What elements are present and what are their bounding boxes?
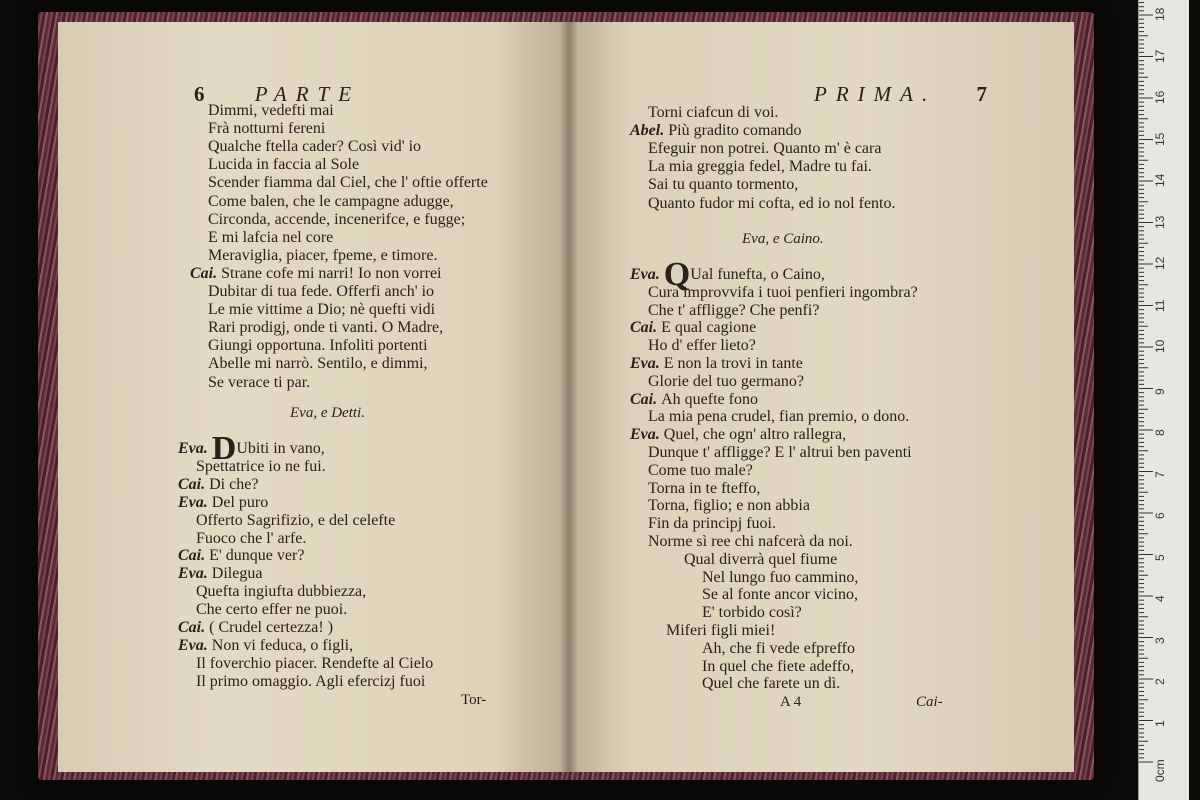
- verse-text: Efeguir non potrei. Quanto m' è cara: [648, 140, 882, 158]
- left-page: [58, 22, 568, 772]
- verse-text: Torni ciafcun di voi.: [648, 104, 779, 121]
- verse-line: [178, 619, 333, 637]
- verse-line: [208, 120, 325, 138]
- verse-line: [190, 265, 441, 283]
- verse-text: Dimmi, vedefti mai: [208, 102, 334, 119]
- verse-line: [208, 156, 359, 174]
- verse-text: Che t' affligge? Che penfi?: [648, 301, 820, 319]
- ruler-number: 1: [1153, 719, 1167, 727]
- verse-text: E qual cagione: [661, 319, 757, 337]
- ruler-number: 17: [1153, 49, 1167, 63]
- speaker-name: Eva.: [178, 636, 212, 654]
- verse-line: [196, 530, 306, 548]
- verse-text: Ubiti in vano,: [236, 440, 325, 457]
- left-catchword: Tor-: [461, 692, 487, 708]
- verse-line: [702, 675, 840, 693]
- verse-line: [630, 256, 825, 293]
- verse-text: In quel che fiete adeffo,: [702, 657, 855, 675]
- speaker-name: Cai.: [178, 547, 210, 565]
- verse-line: [208, 229, 333, 247]
- verse-line: [208, 374, 310, 392]
- ruler-number: 11: [1153, 299, 1167, 312]
- verse-text: ( Crudel certezza! ): [209, 619, 334, 636]
- verse-line: [702, 658, 854, 676]
- speaker-name: Cai.: [630, 319, 662, 337]
- verse-text: Nel lungo fuo cammino,: [702, 568, 859, 586]
- verse-line: [702, 569, 858, 587]
- right-running-title: PRIMA.: [814, 82, 937, 106]
- verse-line: [702, 604, 802, 622]
- speaker-name: Eva.: [178, 440, 212, 457]
- ruler-number: 5: [1153, 553, 1167, 561]
- ruler-number: 15: [1153, 132, 1167, 146]
- verse-text: Frà notturni fereni: [208, 120, 326, 138]
- verse-line: [178, 494, 268, 512]
- verse-line: [648, 337, 756, 355]
- verse-text: Meraviglia, piacer, fpeme, e timore.: [208, 246, 438, 264]
- verse-text: Offerto Sagrifizio, e del celefte: [196, 511, 396, 529]
- ruler-number: 16: [1153, 90, 1167, 104]
- ruler-number: 13: [1153, 215, 1167, 229]
- verse-text: Le mie vittime a Dio; nè quefti vidi: [208, 301, 436, 319]
- verse-line: [648, 158, 872, 176]
- verse-line: [196, 673, 425, 691]
- verse-text: Abelle mi narrò. Sentilo, e dimmi,: [208, 355, 428, 373]
- verse-text: Qualche ftella cader? Così vid' io: [208, 138, 422, 156]
- verse-line: [648, 480, 760, 498]
- verse-line: [648, 444, 912, 462]
- speaker-name: Cai.: [178, 475, 210, 493]
- verse-text: Come tuo male?: [648, 461, 753, 479]
- right-page: [568, 22, 1074, 772]
- speaker-name: Eva.: [178, 493, 212, 511]
- verse-text: Torna, figlio; e non abbia: [648, 497, 810, 515]
- verse-line: [648, 284, 918, 302]
- verse-line: [630, 391, 758, 409]
- verse-text: Quefta ingiufta dubbiezza,: [196, 583, 367, 601]
- verse-text: Il primo omaggio. Agli efercizj fuoi: [196, 672, 426, 690]
- ruler-number: 18: [1153, 7, 1167, 21]
- verse-line: [178, 547, 304, 565]
- measuring-ruler: [1138, 0, 1189, 800]
- verse-text: Circonda, accende, incenerifce, e fugge;: [208, 210, 466, 228]
- ruler-number: 8: [1153, 429, 1167, 436]
- verse-text: Il foverchio piacer. Rendefte al Cielo: [196, 654, 434, 672]
- verse-line: [208, 193, 454, 211]
- verse-line: [630, 426, 846, 444]
- verse-text: Dubitar di tua fede. Offerfi anch' io: [208, 283, 435, 300]
- right-page-number: 7: [976, 82, 987, 106]
- verse-line: [208, 319, 443, 337]
- verse-line: [208, 301, 435, 319]
- verse-text: Quanto fudor mi cofta, ed io nol fento.: [648, 194, 896, 212]
- verse-line: [196, 583, 366, 601]
- left-scene-heading: Eva, e Detti.: [290, 405, 365, 421]
- verse-line: [208, 138, 421, 156]
- verse-line: [702, 586, 858, 604]
- verse-line: [648, 408, 909, 426]
- verse-text: Glorie del tuo germano?: [648, 372, 804, 390]
- book-gutter: [560, 22, 578, 772]
- speaker-name: Eva.: [630, 355, 664, 372]
- verse-text: Ual funefta, o Caino,: [690, 266, 825, 283]
- verse-text: Fuoco che l' arfe.: [196, 529, 307, 547]
- ruler-number: 6: [1153, 512, 1167, 519]
- verse-text: E mi lafcia nel core: [208, 228, 334, 246]
- verse-line: [648, 176, 798, 194]
- verse-text: Ah quefte fono: [661, 390, 758, 408]
- speaker-name: Cai.: [630, 390, 662, 408]
- ruler-number: 3: [1153, 636, 1167, 644]
- speaker-name: Eva.: [630, 426, 664, 444]
- ruler-number: 10: [1153, 339, 1167, 353]
- speaker-name: Cai.: [178, 619, 210, 636]
- verse-text: La mia greggia fedel, Madre tu fai.: [648, 158, 872, 176]
- verse-line: [702, 640, 855, 658]
- verse-line: [648, 462, 753, 480]
- verse-text: Rari prodigj, onde ti vanti. O Madre,: [208, 319, 444, 337]
- verse-line: [648, 497, 810, 515]
- verse-line: [666, 622, 775, 640]
- verse-line: [208, 337, 428, 355]
- verse-text: Scender fiamma dal Ciel, che l' oftie offerte: [208, 174, 488, 192]
- ruler-number: 2: [1153, 678, 1167, 685]
- verse-line: [648, 533, 853, 551]
- right-scene-heading: Eva, e Caino.: [742, 231, 824, 247]
- verse-text: Se al fonte ancor vicino,: [702, 586, 858, 604]
- drop-capital: Q: [663, 256, 691, 293]
- verse-text: Qual diverrà quel fiume: [684, 550, 838, 568]
- verse-text: Più gradito comando: [668, 122, 802, 140]
- ruler-unit-label: 0cm: [1153, 759, 1167, 782]
- verse-line: [648, 140, 881, 158]
- verse-text: Lucida in faccia al Sole: [208, 156, 360, 174]
- right-running-head: [814, 82, 987, 107]
- ruler-number: 9: [1153, 387, 1167, 395]
- verse-text: Quel, che ogn' altro rallegra,: [663, 426, 847, 444]
- verse-text: Ah, che fi vede efpreffo: [702, 639, 855, 657]
- verse-text: Del puro: [211, 493, 269, 511]
- verse-line: [178, 476, 258, 494]
- verse-line: [684, 551, 837, 569]
- verse-text: Fin da principj fuoi.: [648, 515, 776, 533]
- verse-text: Dilegua: [211, 565, 263, 583]
- verse-line: [648, 373, 804, 391]
- drop-capital: D: [211, 430, 237, 467]
- verse-line: [208, 174, 488, 192]
- speaker-name: Eva.: [178, 565, 212, 583]
- right-signature: A 4: [780, 694, 802, 710]
- speaker-name: Eva.: [630, 266, 664, 283]
- verse-text: La mia pena crudel, fian premio, o dono.: [648, 408, 910, 426]
- verse-text: Torna in te fteffo,: [648, 479, 761, 497]
- ruler-number: 14: [1153, 173, 1167, 187]
- verse-text: Se verace ti par.: [208, 373, 311, 391]
- verse-line: [648, 515, 776, 533]
- verse-text: E' torbido così?: [702, 604, 802, 622]
- verse-line: [196, 458, 326, 476]
- verse-line: [630, 355, 803, 373]
- verse-text: Dunque t' affligge? E l' altrui ben paventi: [648, 444, 912, 461]
- verse-text: Norme sì ree chi nafcerà da noi.: [648, 533, 853, 550]
- speaker-name: Cai.: [190, 264, 222, 282]
- verse-line: [196, 655, 433, 673]
- verse-line: [196, 601, 347, 619]
- verse-text: E non la trovi in tante: [663, 355, 803, 372]
- verse-line: [196, 512, 395, 530]
- left-page-number: 6: [194, 82, 205, 106]
- verse-text: Sai tu quanto tormento,: [648, 176, 799, 194]
- verse-text: Cura improvvifa i tuoi penfieri ingombra?: [648, 283, 918, 301]
- verse-line: [648, 302, 819, 320]
- verse-line: [648, 104, 778, 122]
- verse-text: Quel che farete un dì.: [702, 675, 841, 693]
- verse-text: Ho d' effer lieto?: [648, 337, 756, 355]
- ruler-number: 12: [1153, 256, 1167, 270]
- verse-line: [208, 211, 465, 229]
- verse-line: [208, 247, 437, 265]
- right-catchword: Cai-: [916, 694, 943, 710]
- ruler-number: 7: [1153, 470, 1167, 478]
- verse-text: Miferi figli miei!: [666, 622, 776, 639]
- verse-text: Spettatrice io ne fui.: [196, 457, 326, 475]
- verse-text: E' dunque ver?: [209, 547, 305, 565]
- verse-text: Strane cofe mi narri! Io non vorrei: [221, 264, 442, 282]
- verse-text: Di che?: [209, 475, 259, 493]
- verse-line: [178, 565, 262, 583]
- verse-text: Come balen, che le campagne adugge,: [208, 192, 454, 210]
- verse-text: Non vi feduca, o figli,: [211, 636, 354, 654]
- verse-line: [208, 355, 428, 373]
- verse-line: [630, 122, 802, 140]
- verse-line: [208, 102, 334, 120]
- verse-line: [208, 283, 434, 301]
- verse-text: Che certo effer ne puoi.: [196, 601, 348, 619]
- speaker-name: Abel.: [630, 122, 669, 140]
- ruler-number: 4: [1153, 595, 1167, 602]
- verse-line: [648, 195, 896, 213]
- left-running-title: PARTE: [254, 82, 361, 106]
- verse-line: [178, 637, 353, 655]
- verse-line: [630, 319, 756, 337]
- verse-text: Giungi opportuna. Infoliti portenti: [208, 337, 428, 355]
